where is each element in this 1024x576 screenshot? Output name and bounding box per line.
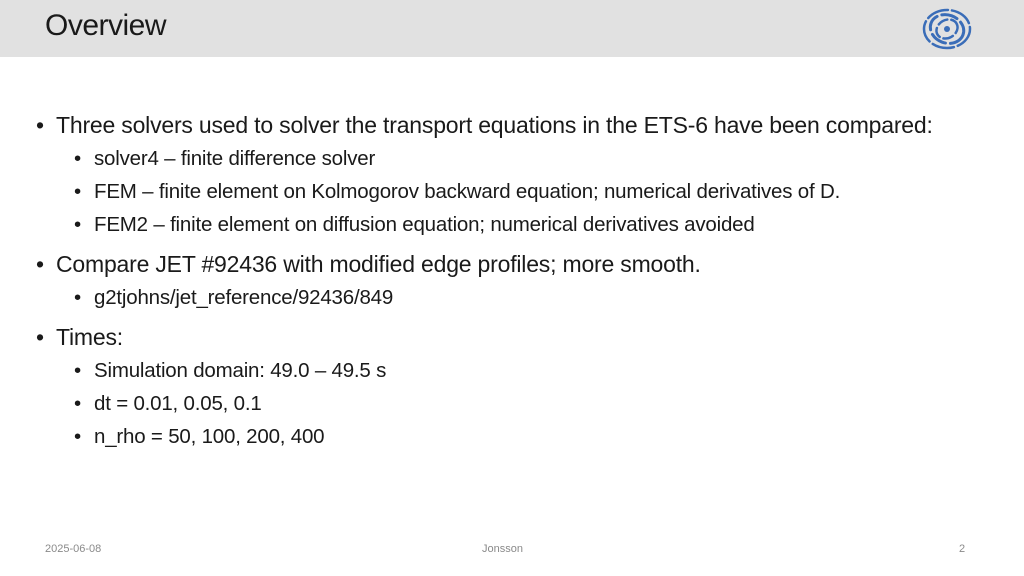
sub-bullet-text: FEM – finite element on Kolmogorov backward equation; numerical derivatives of D. [94, 180, 841, 203]
sub-bullet-dot: • [74, 359, 81, 382]
sub-bullet-dot: • [74, 213, 81, 236]
bullet-item [36, 322, 996, 352]
sub-bullet-item [36, 354, 996, 387]
slide-header [0, 0, 1024, 57]
sub-bullet-item [36, 387, 996, 420]
sub-bullet-item [36, 175, 996, 208]
bullet-item [36, 249, 996, 279]
sub-bullet-list [36, 281, 996, 314]
bullet-item [36, 110, 996, 140]
bullet-list [36, 110, 996, 461]
sub-bullet-dot: • [74, 147, 81, 170]
bullet-dot: • [36, 251, 44, 277]
sub-bullet-text: solver4 – finite difference solver [94, 147, 376, 170]
sub-bullet-text: g2tjohns/jet_reference/92436/849 [94, 286, 394, 309]
eurofusion-logo-icon [921, 7, 973, 51]
footer-date: 2025-06-08 [45, 543, 102, 555]
bullet-dot: • [36, 324, 44, 350]
page-title: Overview [45, 9, 167, 42]
bullet-text: Compare JET #92436 with modified edge profiles; more smooth. [56, 251, 701, 277]
sub-bullet-dot: • [74, 425, 81, 448]
sub-bullet-dot: • [74, 180, 81, 203]
sub-bullet-list [36, 142, 996, 241]
sub-bullet-list [36, 354, 996, 453]
bullet-dot: • [36, 112, 44, 138]
sub-bullet-item [36, 142, 996, 175]
page-number: 2 [959, 543, 966, 555]
sub-bullet-item [36, 281, 996, 314]
bullet-text: Three solvers used to solver the transport equations in the ETS-6 have been compared: [56, 112, 933, 138]
sub-bullet-text: Simulation domain: 49.0 – 49.5 s [94, 359, 387, 382]
sub-bullet-dot: • [74, 286, 81, 309]
sub-bullet-item [36, 420, 996, 453]
footer-author: Jonsson [482, 543, 523, 555]
sub-bullet-text: dt = 0.01, 0.05, 0.1 [94, 392, 262, 415]
sub-bullet-text: FEM2 – finite element on diffusion equation; numerical derivatives avoided [94, 213, 755, 236]
sub-bullet-text: n_rho = 50, 100, 200, 400 [94, 425, 325, 448]
sub-bullet-dot: • [74, 392, 81, 415]
sub-bullet-item [36, 208, 996, 241]
bullet-text: Times: [56, 324, 123, 350]
